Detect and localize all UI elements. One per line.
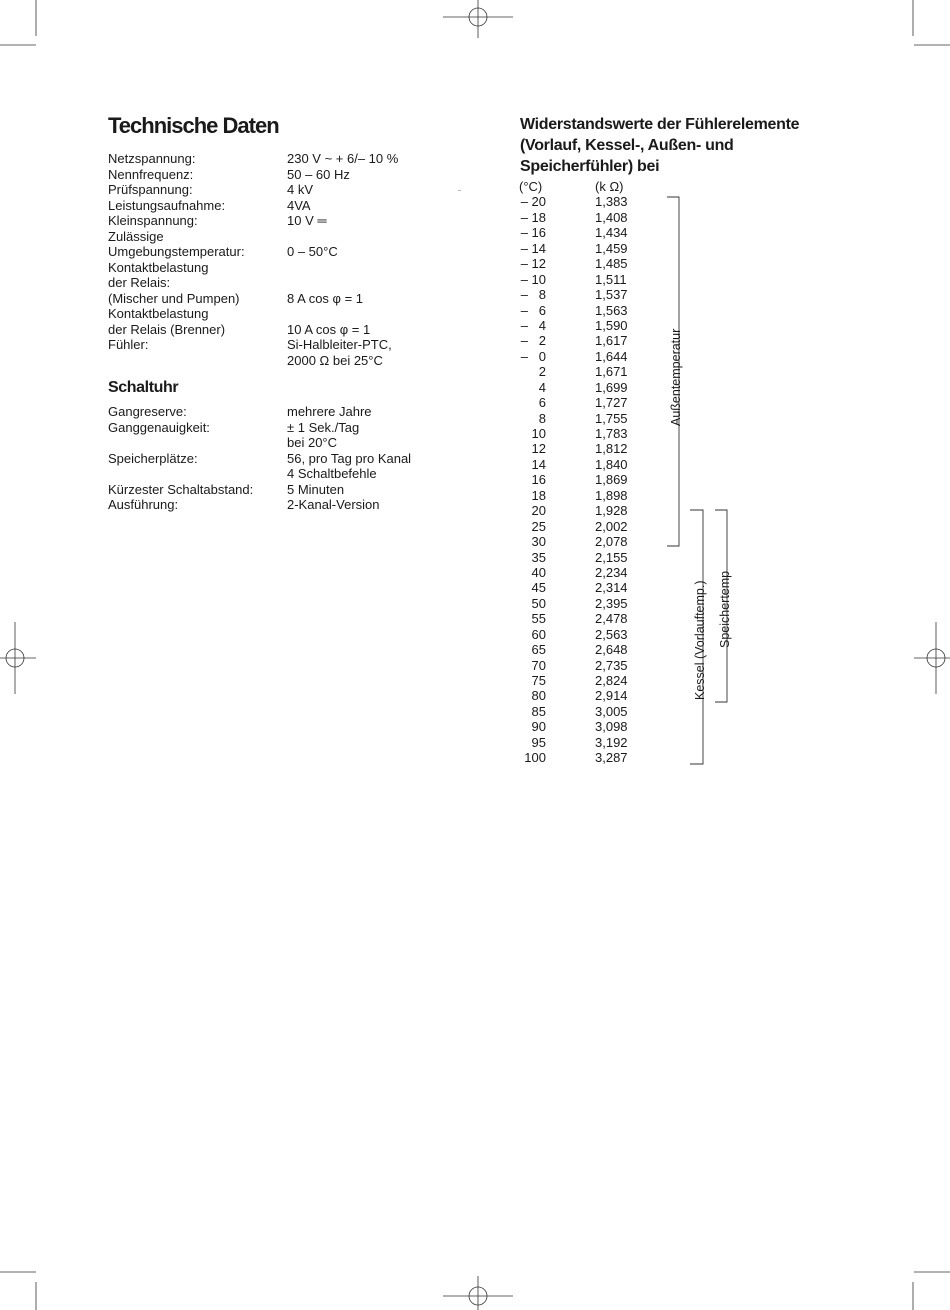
table-row <box>510 627 650 642</box>
range-label-aussentemperatur: Außentemperatur <box>669 328 683 426</box>
resistance-table <box>510 179 650 766</box>
registration-mark-top <box>443 0 513 38</box>
temperature-cell: – 2 <box>520 333 546 349</box>
table-row <box>510 194 650 209</box>
resistance-cell: 1,699 <box>595 379 628 395</box>
table-row <box>510 488 650 503</box>
temperature-cell: 25 <box>531 518 546 534</box>
temperature-cell: 75 <box>531 673 546 688</box>
spec-value: 4 Schaltbefehle <box>287 466 377 481</box>
table-row <box>510 210 650 225</box>
resistance-cell: 1,812 <box>595 441 628 457</box>
spec-label: Kleinspannung: <box>108 213 198 228</box>
temperature-cell: 30 <box>531 534 546 550</box>
resistance-cell: 1,537 <box>595 287 628 303</box>
table-row <box>510 611 650 626</box>
table-row <box>510 318 650 333</box>
table-row <box>510 349 650 364</box>
spec-label: Netzspannung: <box>108 151 196 166</box>
spec-row <box>108 435 438 451</box>
temperature-cell: 60 <box>531 626 546 642</box>
temperature-cell: – 12 <box>520 256 546 272</box>
spec-value: bei 20°C <box>287 435 338 450</box>
table-row <box>510 550 650 565</box>
resistance-cell: 1,617 <box>595 333 628 349</box>
spec-label: Kontaktbelastung <box>108 259 209 275</box>
table-row <box>510 426 650 441</box>
table-row <box>510 580 650 595</box>
spec-label: Zulässige <box>108 228 164 244</box>
spec-row <box>108 451 438 467</box>
table-row <box>510 333 650 348</box>
resistance-cell: 1,869 <box>595 472 628 488</box>
resistance-cell: 2,914 <box>595 688 628 704</box>
spec-value: Si-Halbleiter-PTC, <box>287 337 392 352</box>
spec-row <box>108 404 438 420</box>
temperature-cell: 20 <box>531 503 546 519</box>
spec-label: Gangreserve: <box>108 404 187 419</box>
temperature-cell: 45 <box>531 580 546 596</box>
resistance-cell: 1,727 <box>595 395 628 411</box>
spec-row <box>108 244 438 260</box>
spec-value: 10 A cos φ = 1 <box>287 321 371 337</box>
spec-label: Fühler: <box>108 337 149 352</box>
table-row <box>510 303 650 318</box>
spec-label: Leistungsaufnahme: <box>108 197 226 213</box>
table-row <box>510 256 650 271</box>
spec-value: 56, pro Tag pro Kanal <box>287 450 412 466</box>
resistance-cell: 2,824 <box>595 673 628 688</box>
spec-label: Prüfspannung: <box>108 182 193 197</box>
temperature-cell: 85 <box>531 703 546 719</box>
resistance-heading-line: Widerstandswerte der Fühlerelemente <box>520 116 800 133</box>
temperature-cell: – 20 <box>520 194 546 210</box>
table-row <box>510 287 650 302</box>
registration-mark-left <box>0 622 36 694</box>
table-row <box>510 735 650 750</box>
table-row <box>510 411 650 426</box>
resistance-heading <box>520 114 799 177</box>
temperature-cell: 18 <box>531 487 546 503</box>
resistance-cell: 1,898 <box>595 487 628 503</box>
spec-list-schaltuhr <box>108 404 438 513</box>
spec-row <box>108 151 438 167</box>
table-row <box>510 380 650 395</box>
spec-value: 4 kV <box>287 182 314 197</box>
spec-value: ± 1 Sek./Tag <box>287 419 360 435</box>
spec-row <box>108 213 438 229</box>
temperature-cell: – 14 <box>520 240 546 256</box>
temperature-cell: – 10 <box>520 271 546 287</box>
spec-row <box>108 482 438 498</box>
resistance-cell: 3,192 <box>595 734 628 750</box>
column-header-resistance: (k Ω) <box>595 179 624 194</box>
spec-row <box>108 337 438 353</box>
stray-mark <box>458 190 461 191</box>
resistance-cell: 1,755 <box>595 410 628 426</box>
table-row <box>510 642 650 657</box>
table-row <box>510 503 650 518</box>
section-title-schaltuhr: Schaltuhr <box>108 379 179 396</box>
resistance-cell: 2,648 <box>595 642 628 658</box>
temperature-cell: 100 <box>524 750 546 766</box>
temperature-cell: 70 <box>531 657 546 673</box>
resistance-cell: 1,434 <box>595 225 628 241</box>
table-row <box>510 364 650 379</box>
table-row <box>510 241 650 256</box>
temperature-cell: 14 <box>531 456 546 472</box>
spec-value: 4VA <box>287 197 311 213</box>
spec-label: Speicherplätze: <box>108 450 198 466</box>
temperature-cell: 90 <box>531 719 546 735</box>
spec-value: 5 Minuten <box>287 481 345 497</box>
resistance-cell: 2,735 <box>595 657 628 673</box>
table-row <box>510 719 650 734</box>
resistance-cell: 2,234 <box>595 564 628 580</box>
resistance-cell: 1,840 <box>595 456 628 472</box>
registration-mark-bottom <box>443 1276 513 1310</box>
spec-label: der Relais (Brenner) <box>108 321 226 337</box>
resistance-cell: 1,928 <box>595 503 628 519</box>
resistance-cell: 3,098 <box>595 719 628 735</box>
resistance-cell: 1,590 <box>595 317 628 333</box>
spec-row <box>108 497 438 513</box>
resistance-cell: 2,395 <box>595 595 628 611</box>
table-row <box>510 596 650 611</box>
spec-value: 50 – 60 Hz <box>287 166 350 182</box>
temperature-cell: – 0 <box>520 348 546 364</box>
temperature-cell: – 6 <box>520 302 546 318</box>
temperature-cell: – 8 <box>520 287 546 303</box>
column-header-temperature: (°C) <box>519 179 543 194</box>
resistance-heading-line: Speicherfühler) bei <box>520 158 660 175</box>
temperature-cell: 12 <box>531 441 546 457</box>
spec-row <box>108 353 438 369</box>
resistance-cell: 1,383 <box>595 194 628 210</box>
temperature-cell: 55 <box>531 611 546 627</box>
temperature-cell: – 18 <box>520 209 546 225</box>
spec-label: der Relais: <box>108 275 171 290</box>
resistance-cell: 3,287 <box>595 750 628 766</box>
spec-label: (Mischer und Pumpen) <box>108 290 240 306</box>
spec-value: 0 – 50°C <box>287 244 338 259</box>
spec-list-technische-daten <box>108 151 438 368</box>
spec-label: Kürzester Schaltabstand: <box>108 481 254 497</box>
resistance-cell: 2,078 <box>595 534 628 550</box>
temperature-cell: 10 <box>531 426 546 441</box>
spec-row <box>108 291 438 307</box>
resistance-heading-line: (Vorlauf, Kessel-, Außen- und <box>520 137 734 154</box>
temperature-cell: 6 <box>538 395 546 411</box>
spec-label: Nennfrequenz: <box>108 166 194 182</box>
temperature-cell: 8 <box>538 410 546 426</box>
resistance-cell: 1,408 <box>595 209 628 225</box>
spec-label: Kontaktbelastung <box>108 306 209 321</box>
table-row <box>510 457 650 472</box>
resistance-cell: 3,005 <box>595 703 628 719</box>
temperature-cell: – 4 <box>520 317 546 333</box>
table-row <box>510 750 650 765</box>
resistance-cell: 2,478 <box>595 611 628 627</box>
table-row <box>510 225 650 240</box>
resistance-cell: 1,783 <box>595 426 628 441</box>
resistance-cell: 2,155 <box>595 549 628 565</box>
temperature-cell: 16 <box>531 472 546 488</box>
resistance-cell: 2,314 <box>595 580 628 596</box>
spec-label: Ausführung: <box>108 497 179 512</box>
resistance-cell: 1,644 <box>595 348 628 364</box>
spec-label: Ganggenauigkeit: <box>108 419 210 435</box>
range-label-speicher: Speichertemp <box>718 570 732 648</box>
spec-value: 8 A cos φ = 1 <box>287 290 364 306</box>
table-row <box>510 658 650 673</box>
temperature-cell: 50 <box>531 595 546 611</box>
spec-row <box>108 322 438 338</box>
spec-row <box>108 229 438 245</box>
registration-mark-right <box>914 622 950 694</box>
temperature-cell: 40 <box>531 564 546 580</box>
spec-row <box>108 182 438 198</box>
temperature-cell: 80 <box>531 688 546 704</box>
table-row <box>510 441 650 456</box>
spec-row <box>108 420 438 436</box>
spec-value: 230 V ~ + 6/– 10 % <box>287 151 399 166</box>
spec-value: 10 V ═ <box>287 213 327 228</box>
spec-row <box>108 260 438 276</box>
resistance-cell: 2,002 <box>595 518 628 534</box>
temperature-cell: – 16 <box>520 225 546 241</box>
page-title: Technische Daten <box>108 113 279 138</box>
spec-row <box>108 198 438 214</box>
table-row <box>510 673 650 688</box>
temperature-cell: 2 <box>538 364 546 380</box>
table-row <box>510 565 650 580</box>
table-row <box>510 272 650 287</box>
spec-value: mehrere Jahre <box>287 404 372 419</box>
resistance-cell: 2,563 <box>595 626 628 642</box>
temperature-cell: 65 <box>531 642 546 658</box>
temperature-cell: 95 <box>531 734 546 750</box>
spec-label: Umgebungstemperatur: <box>108 244 245 259</box>
table-row <box>510 395 650 410</box>
resistance-cell: 1,459 <box>595 240 628 256</box>
spec-row <box>108 466 438 482</box>
spec-row <box>108 275 438 291</box>
resistance-table-header <box>510 179 650 194</box>
temperature-cell: 35 <box>531 549 546 565</box>
resistance-cell: 1,671 <box>595 364 628 380</box>
spec-row <box>108 167 438 183</box>
table-row <box>510 472 650 487</box>
spec-value: 2000 Ω bei 25°C <box>287 352 383 368</box>
table-row <box>510 519 650 534</box>
resistance-cell: 1,485 <box>595 256 628 272</box>
spec-value: 2-Kanal-Version <box>287 497 380 512</box>
range-label-kessel: Kessel (Vorlauftemp.) <box>693 580 707 700</box>
table-row <box>510 704 650 719</box>
spec-row <box>108 306 438 322</box>
resistance-cell: 1,563 <box>595 302 628 318</box>
table-row <box>510 688 650 703</box>
resistance-cell: 1,511 <box>595 271 627 287</box>
table-row <box>510 534 650 549</box>
temperature-cell: 4 <box>538 379 546 395</box>
